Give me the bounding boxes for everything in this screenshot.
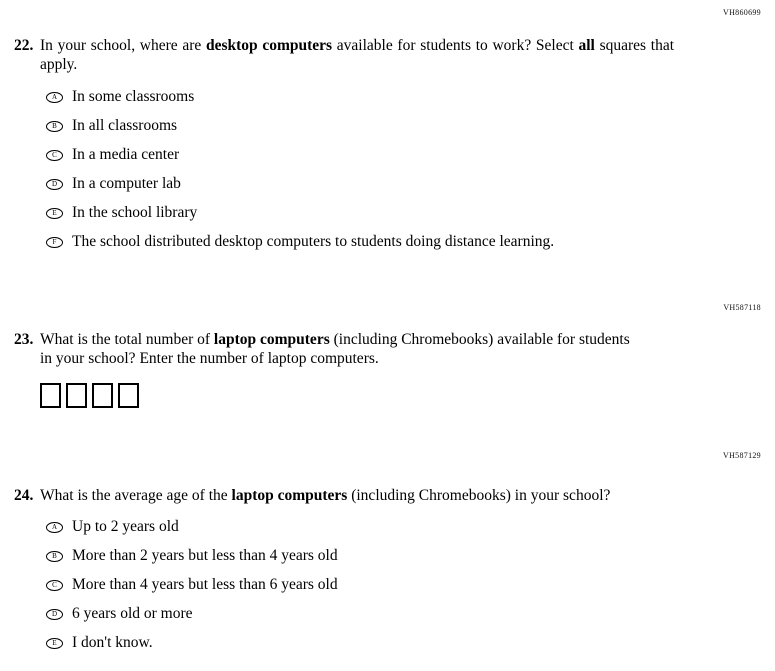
oval-letter: F [52, 237, 57, 246]
option-label: In a computer lab [72, 174, 181, 192]
digit-box-4[interactable] [118, 383, 139, 408]
oval-letter: C [52, 150, 57, 159]
answer-oval[interactable] [46, 638, 63, 649]
answer-oval[interactable] [46, 580, 63, 591]
option-row[interactable] [46, 175, 674, 194]
option-label: More than 4 years but less than 6 years old [72, 576, 338, 594]
prompt-text: (including Chromebooks) in your school? [347, 487, 611, 504]
answer-oval[interactable] [46, 121, 63, 132]
item-code-q23: VH587118 [723, 303, 761, 312]
answer-oval[interactable] [46, 551, 63, 562]
option-row[interactable] [46, 634, 750, 653]
question-prompt [40, 330, 640, 369]
question-number: 24. [14, 487, 34, 504]
option-row[interactable] [46, 576, 750, 595]
option-row[interactable] [46, 204, 674, 223]
option-row[interactable] [46, 233, 674, 252]
item-code-q24: VH587129 [723, 451, 761, 460]
option-label: In a media center [72, 145, 180, 163]
question-22 [14, 36, 674, 262]
answer-oval[interactable] [46, 208, 63, 219]
oval-letter: D [51, 610, 58, 619]
oval-letter: E [52, 639, 57, 648]
digit-box-3[interactable] [92, 383, 113, 408]
question-prompt [40, 36, 674, 75]
number-entry-boxes [40, 383, 640, 408]
prompt-text: (including Chromebooks) available for students in your school? Enter the number of laptop computers. [40, 331, 630, 368]
answer-oval[interactable] [46, 179, 63, 190]
oval-letter: E [52, 208, 57, 217]
prompt-text: In your school, where are [40, 37, 206, 54]
oval-letter: C [52, 581, 57, 590]
oval-letter: B [52, 552, 57, 561]
option-row[interactable] [46, 88, 674, 107]
answer-oval[interactable] [46, 522, 63, 533]
option-row[interactable] [46, 547, 750, 566]
answer-oval[interactable] [46, 92, 63, 103]
question-number: 23. [14, 331, 34, 348]
answer-oval[interactable] [46, 150, 63, 161]
prompt-text: What is the total number of [40, 331, 214, 348]
prompt-text-bold: laptop computers [231, 487, 348, 504]
digit-box-2[interactable] [66, 383, 87, 408]
question-number: 22. [14, 37, 34, 54]
oval-letter: D [51, 179, 58, 188]
question-24-options [14, 518, 750, 653]
oval-letter: A [51, 523, 58, 532]
question-prompt [40, 486, 750, 505]
option-label: In all classrooms [72, 116, 178, 134]
answer-oval[interactable] [46, 237, 63, 248]
oval-letter: A [51, 92, 58, 101]
question-23 [14, 330, 640, 408]
option-label: I don't know. [72, 634, 153, 652]
option-label: The school distributed desktop computers to students doing distance learning. [72, 232, 555, 250]
option-label: 6 years old or more [72, 605, 193, 623]
item-code-q22: VH860699 [723, 8, 761, 17]
option-label: More than 2 years but less than 4 years old [72, 547, 338, 565]
prompt-text-bold: laptop computers [213, 331, 330, 348]
question-23-prompt-row [14, 330, 640, 369]
option-label: Up to 2 years old [72, 518, 179, 536]
answer-oval[interactable] [46, 609, 63, 620]
prompt-text: available for students to work? Select [332, 37, 579, 54]
prompt-text-bold: all [578, 37, 595, 54]
oval-letter: B [52, 121, 57, 130]
option-row[interactable] [46, 146, 674, 165]
question-24 [14, 486, 750, 663]
option-label: In some classrooms [72, 87, 195, 105]
option-label: In the school library [72, 203, 198, 221]
prompt-text: squares that apply. [40, 37, 675, 74]
digit-box-1[interactable] [40, 383, 61, 408]
prompt-text: What is the average age of the [40, 487, 232, 504]
option-row[interactable] [46, 605, 750, 624]
option-row[interactable] [46, 518, 750, 537]
question-22-options [14, 88, 674, 252]
question-24-prompt-row [14, 486, 750, 505]
option-row[interactable] [46, 117, 674, 136]
question-22-prompt-row [14, 36, 674, 75]
prompt-text-bold: desktop computers [205, 37, 333, 54]
